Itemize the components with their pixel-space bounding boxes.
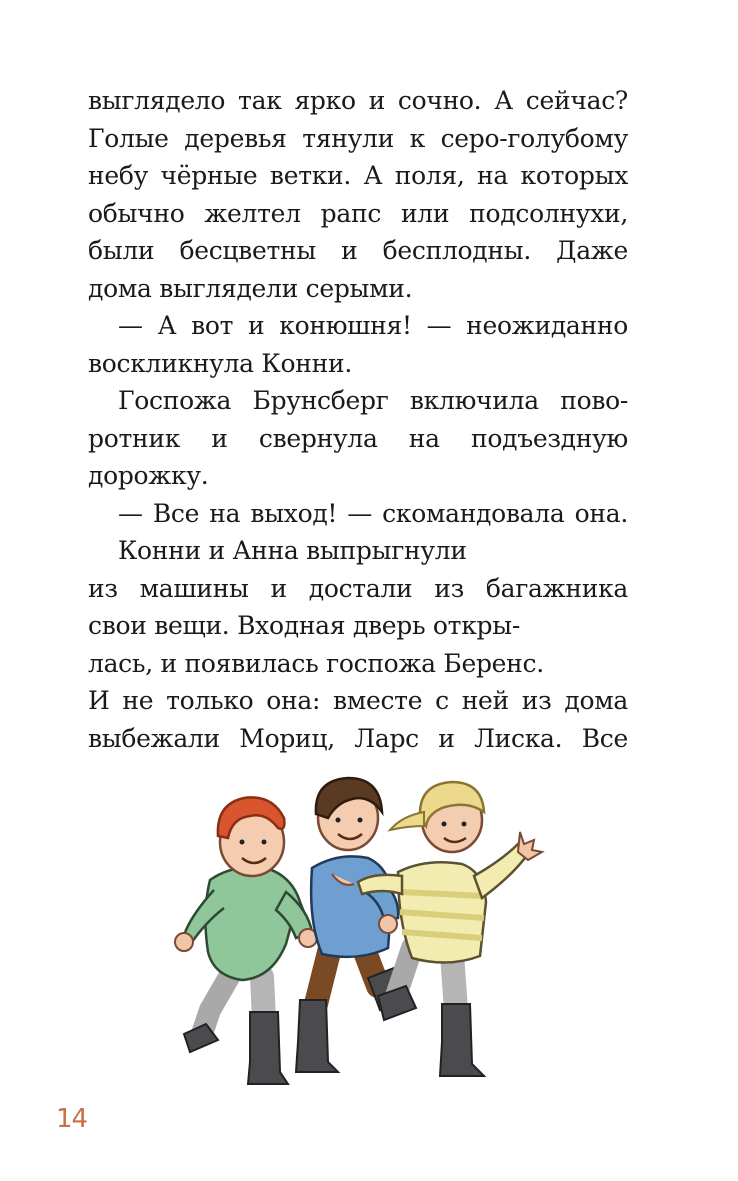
text-line: лась, и появилась госпожа Беренс. (88, 648, 544, 678)
text-line: из машины и достали из багажника (88, 573, 628, 603)
text-line: Голые деревья тянули к серо-голубому (88, 123, 628, 153)
text-line: обычно желтел рапс или подсолнухи, (88, 198, 628, 228)
text-line: ротник и свернула на подъездную (88, 423, 628, 453)
text-line: — А вот и конюшня! — неожиданно (118, 311, 628, 340)
text-line: дорожку. (88, 461, 209, 490)
text-line: были бесцветны и бесплодны. Даже (88, 236, 628, 265)
body-text (88, 82, 628, 757)
running-children-illustration (162, 772, 670, 1102)
text-line: небу чёрные ветки. А поля, на которых (88, 161, 628, 190)
page-number: 14 (56, 1104, 88, 1134)
child-green-sweater (175, 797, 317, 1084)
text-line: — Все на выход! — скомандовала она. (118, 498, 628, 528)
child-blue-sweater (296, 778, 406, 1072)
text-line: выглядело так ярко и сочно. А сейчас? (88, 86, 628, 115)
text-line: воскликнула Конни. (88, 348, 352, 378)
text-line: И не только она: вместе с ней из дома (88, 686, 628, 715)
text-line: Госпожа Брунсберг включила пово- (118, 386, 628, 415)
text-line: Конни и Анна выпрыгнули (118, 536, 467, 565)
text-line: выбежали Мориц, Ларс и Лиска. Все (88, 723, 628, 753)
text-line: дома выглядели серыми. (88, 273, 413, 303)
text-line: свои вещи. Входная дверь откры- (88, 611, 520, 640)
